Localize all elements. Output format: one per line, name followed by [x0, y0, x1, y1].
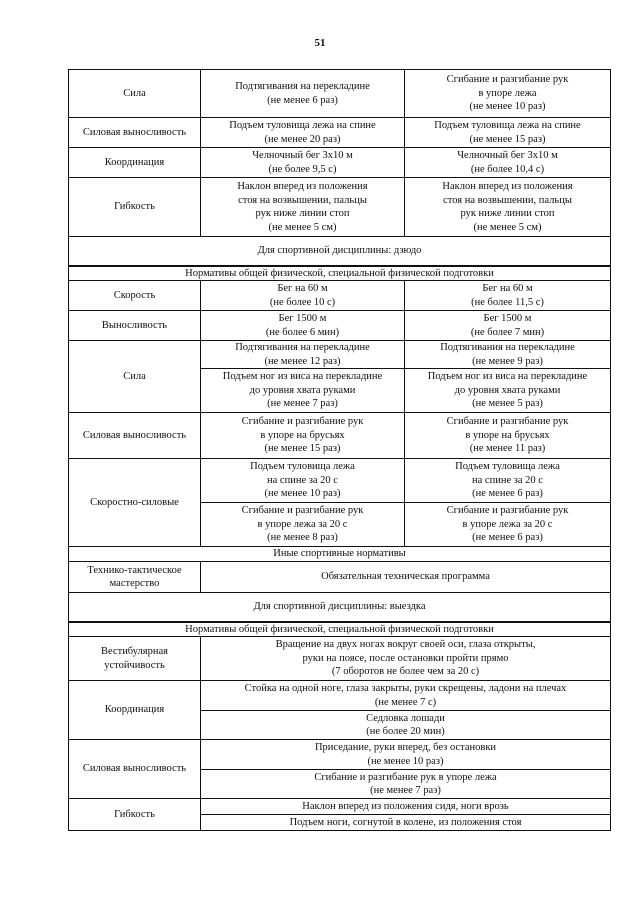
norm-cell: Наклон вперед из положения сидя, ноги врозь: [201, 799, 611, 815]
table-row: [69, 413, 611, 459]
table-row: [69, 562, 611, 593]
norms-table: [68, 69, 611, 831]
table-row: [69, 799, 611, 815]
male-norm-cell: Подтягивания на перекладине (не менее 12 раз): [201, 341, 405, 369]
category-cell: Вестибулярная устойчивость: [69, 637, 201, 681]
male-norm-cell: Бег 1500 м (не более 6 мин): [201, 311, 405, 341]
section-subtitle: Иные спортивные нормативы: [69, 547, 611, 562]
table-row: [69, 70, 611, 118]
section-row: [69, 622, 611, 637]
female-norm-cell: Сгибание и разгибание рук в упоре лежа за 20 с (не менее 6 раз): [405, 503, 611, 547]
female-norm-cell: Подъем туловища лежа на спине (не менее 15 раз): [405, 118, 611, 148]
male-norm-cell: Подъем туловища лежа на спине за 20 с (не менее 10 раз): [201, 459, 405, 503]
category-cell: Координация: [69, 681, 201, 740]
female-norm-cell: Подъем ног из виса на перекладине до уровня хвата руками (не менее 5 раз): [405, 369, 611, 413]
section-subtitle: Нормативы общей физической, специальной физической подготовки: [69, 266, 611, 281]
section-subtitle: Нормативы общей физической, специальной физической подготовки: [69, 622, 611, 637]
norm-cell: Седловка лошади (не более 20 мин): [201, 711, 611, 740]
norm-cell: Обязательная техническая программа: [201, 562, 611, 593]
male-norm-cell: Подтягивания на перекладине (не менее 6 раз): [201, 70, 405, 118]
section-row: [69, 237, 611, 266]
category-cell: Гибкость: [69, 799, 201, 831]
section-row: [69, 593, 611, 622]
section-row: [69, 266, 611, 281]
female-norm-cell: Бег на 60 м (не более 11,5 с): [405, 281, 611, 311]
table-row: [69, 459, 611, 503]
norm-cell: Стойка на одной ноге, глаза закрыты, руки скрещены, ладони на плечах (не менее 7 с): [201, 681, 611, 711]
category-cell: Скорость: [69, 281, 201, 311]
section-title: Для спортивной дисциплины: дзюдо: [69, 237, 611, 266]
category-cell: Выносливость: [69, 311, 201, 341]
category-cell: Силовая выносливость: [69, 413, 201, 459]
category-cell: Сила: [69, 341, 201, 413]
category-cell: Координация: [69, 148, 201, 178]
table-row: [69, 178, 611, 237]
norm-cell: Приседание, руки вперед, без остановки (не менее 10 раз): [201, 740, 611, 770]
category-cell: Скоростно-силовые: [69, 459, 201, 547]
table-row: [69, 148, 611, 178]
table-row: [69, 341, 611, 369]
female-norm-cell: Челночный бег 3x10 м (не более 10,4 с): [405, 148, 611, 178]
male-norm-cell: Челночный бег 3x10 м (не более 9,5 с): [201, 148, 405, 178]
section-title: Для спортивной дисциплины: выездка: [69, 593, 611, 622]
category-cell: Силовая выносливость: [69, 740, 201, 799]
male-norm-cell: Бег на 60 м (не более 10 с): [201, 281, 405, 311]
category-cell: Технико-тактическое мастерство: [69, 562, 201, 593]
table-row: [69, 740, 611, 770]
male-norm-cell: Подъем туловища лежа на спине (не менее 20 раз): [201, 118, 405, 148]
male-norm-cell: Подъем ног из виса на перекладине до уровня хвата руками (не менее 7 раз): [201, 369, 405, 413]
female-norm-cell: Подъем туловища лежа на спине за 20 с (не менее 6 раз): [405, 459, 611, 503]
norm-cell: Вращение на двух ногах вокруг своей оси, глаза открыты, руки на поясе, после остановки пройти прямо (7 оборотов не более чем за 20 с): [201, 637, 611, 681]
table-row: [69, 281, 611, 311]
female-norm-cell: Сгибание и разгибание рук в упоре лежа (не менее 10 раз): [405, 70, 611, 118]
female-norm-cell: Наклон вперед из положения стоя на возвышении, пальцы рук ниже линии стоп (не менее 5 см): [405, 178, 611, 237]
table-row: [69, 681, 611, 711]
female-norm-cell: Сгибание и разгибание рук в упоре на брусьях (не менее 11 раз): [405, 413, 611, 459]
table-row: [69, 311, 611, 341]
table-row: [69, 637, 611, 681]
section-row: [69, 547, 611, 562]
male-norm-cell: Наклон вперед из положения стоя на возвышении, пальцы рук ниже линии стоп (не менее 5 см): [201, 178, 405, 237]
male-norm-cell: Сгибание и разгибание рук в упоре лежа за 20 с (не менее 8 раз): [201, 503, 405, 547]
category-cell: Сила: [69, 70, 201, 118]
norm-cell: Сгибание и разгибание рук в упоре лежа (не менее 7 раз): [201, 770, 611, 799]
male-norm-cell: Сгибание и разгибание рук в упоре на брусьях (не менее 15 раз): [201, 413, 405, 459]
category-cell: Гибкость: [69, 178, 201, 237]
table-row: [69, 118, 611, 148]
page-number: 51: [314, 37, 326, 49]
category-cell: Силовая выносливость: [69, 118, 201, 148]
norm-cell: Подъем ноги, согнутой в колене, из положения стоя: [201, 815, 611, 831]
female-norm-cell: Бег 1500 м (не более 7 мин): [405, 311, 611, 341]
female-norm-cell: Подтягивания на перекладине (не менее 9 раз): [405, 341, 611, 369]
